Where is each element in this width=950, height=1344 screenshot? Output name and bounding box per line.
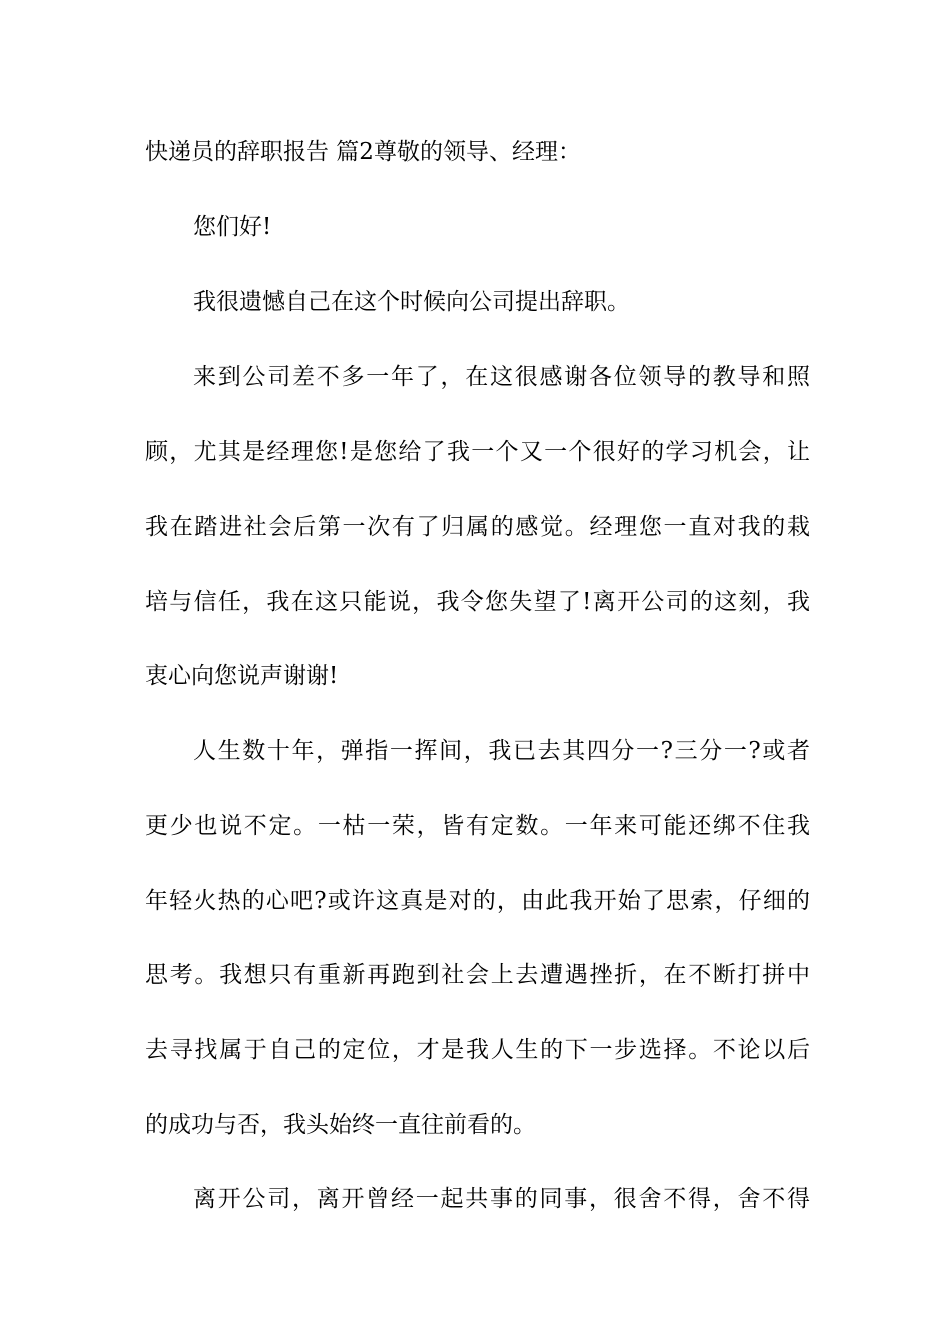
paragraph-2-line-5: 衷心向您说声谢谢! — [145, 663, 339, 689]
paragraph-2-line-3: 我在踏进社会后第一次有了归属的感觉。经理您一直对我的栽 — [145, 514, 810, 540]
paragraph-2-line-2: 顾，尤其是经理您!是您给了我一个又一个很好的学习机会，让 — [145, 439, 810, 465]
heading-line: 快递员的辞职报告 篇2尊敬的领导、经理： — [145, 139, 581, 165]
greeting-line: 您们好! — [193, 214, 272, 240]
paragraph-3-line-5: 去寻找属于自己的定位，才是我人生的下一步选择。不论以后 — [145, 1037, 810, 1063]
paragraph-2-line-1: 来到公司差不多一年了，在这很感谢各位领导的教导和照 — [193, 364, 810, 390]
paragraph-3-line-4: 思考。我想只有重新再跑到社会上去遭遇挫折，在不断打拼中 — [145, 962, 810, 988]
paragraph-3-line-3: 年轻火热的心吧?或许这真是对的，由此我开始了思索，仔细的 — [145, 888, 810, 914]
paragraph-2-line-4: 培与信任，我在这只能说，我令您失望了!离开公司的这刻，我 — [145, 589, 810, 615]
paragraph-4-line-1: 离开公司，离开曾经一起共事的同事，很舍不得，舍不得 — [193, 1186, 810, 1212]
paragraph-1-line-1: 我很遗憾自己在这个时候向公司提出辞职。 — [193, 289, 630, 315]
paragraph-3-line-1: 人生数十年，弹指一挥间，我已去其四分一?三分一?或者 — [193, 738, 810, 764]
paragraph-3-line-2: 更少也说不定。一枯一荣，皆有定数。一年来可能还绑不住我 — [145, 813, 810, 839]
paragraph-3-line-6: 的成功与否，我头始终一直往前看的。 — [145, 1112, 536, 1138]
